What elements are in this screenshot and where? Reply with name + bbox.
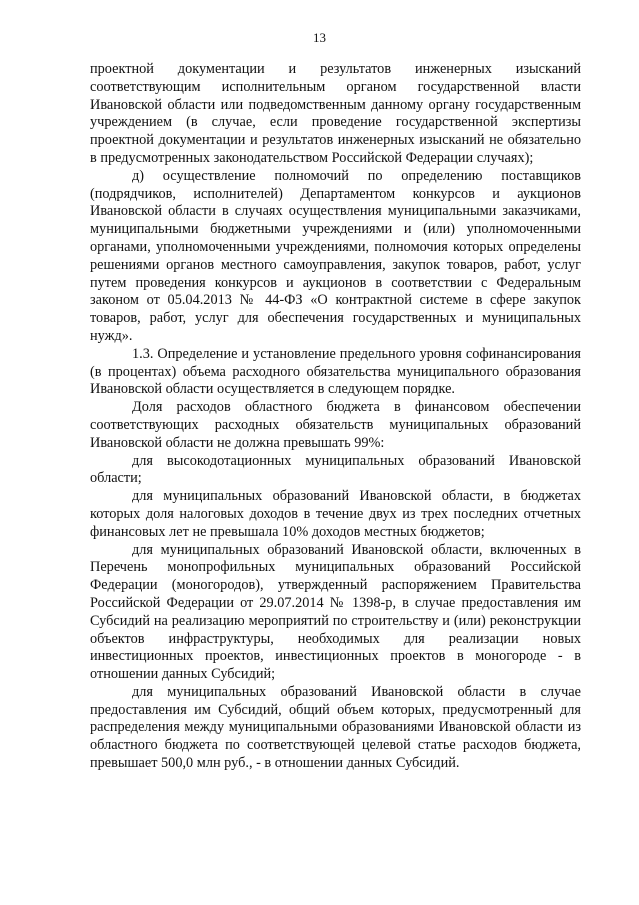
- paragraph-budget-share: Доля расходов областного бюджета в финансовом обеспечении соответствующих расходных обязательств муниципальных образований Ивановской области не должна превышать 99%:: [90, 399, 581, 451]
- paragraph-item-d: д) осуществление полномочий по определению поставщиков (подрядчиков, исполнителей) Департаментом конкурсов и аукционов Ивановской области в случаях осуществления муниципальными заказчиками, муниципальными бюджетными учреждениями и (или) уполномоченными органами, уполномоченными учреждениями, полномочия которых определены решениями органов местного самоуправления, закупок товаров, работ, услуг путем проведения конкурсов и аукционов в соответствии с Федеральным законом от 05.04.2013 № 44-ФЗ «О контрактной системе в сфере закупок товаров, работ, услуг для обеспечения государственных и муниципальных нужд».: [90, 167, 581, 344]
- paragraph-monotowns: для муниципальных образований Ивановской области, включенных в Перечень монопрофильных муниципальных образований Российской Федерации (моногородов), утвержденный распоряжением Правительства Российской Федерации от 29.07.2014 № 1398-р, в случае предоставления им Субсидий на реализацию мероприятий по строительству и (или) реконструкции объектов инфраструктуры, необходимых для реализации новых инвестиционных проектов, инвестиционных проектов в моногороде - в отношении данных Субсидий;: [90, 541, 581, 683]
- paragraph-highly-subsidized: для высокодотационных муниципальных образований Ивановской области;: [90, 452, 581, 487]
- paragraph-section-1-3: 1.3. Определение и установление предельного уровня софинансирования (в процентах) объема расходного обязательства муниципального образования Ивановской области осуществляется в следующем порядке.: [90, 345, 581, 398]
- document-body: [90, 61, 581, 773]
- paragraph-tax-revenue-share: для муниципальных образований Ивановской области, в бюджетах которых доля налоговых доходов в течение двух из трех последних отчетных финансовых лет не превышала 10% доходов местных бюджетов;: [90, 488, 581, 540]
- page-number: 13: [313, 30, 326, 45]
- paragraph-continuation: проектной документации и результатов инженерных изысканий соответствующим исполнительным органом государственной власти Ивановской области или подведомственным данному органу государственным учреждением (в случае, если проведение государственной экспертизы проектной документации и результатов инженерных изысканий не обязательно в предусмотренных законодательством Российской Федерации случаях);: [90, 61, 581, 166]
- paragraph-subsidy-volume: для муниципальных образований Ивановской области в случае предоставления им Субсидий, общий объем которых, предусмотренный для распределения между муниципальными образованиями Ивановской области из областного бюджета по соответствующей целевой статье расходов бюджета, превышает 500,0 млн руб., - в отношении данных Субсидий.: [90, 683, 581, 772]
